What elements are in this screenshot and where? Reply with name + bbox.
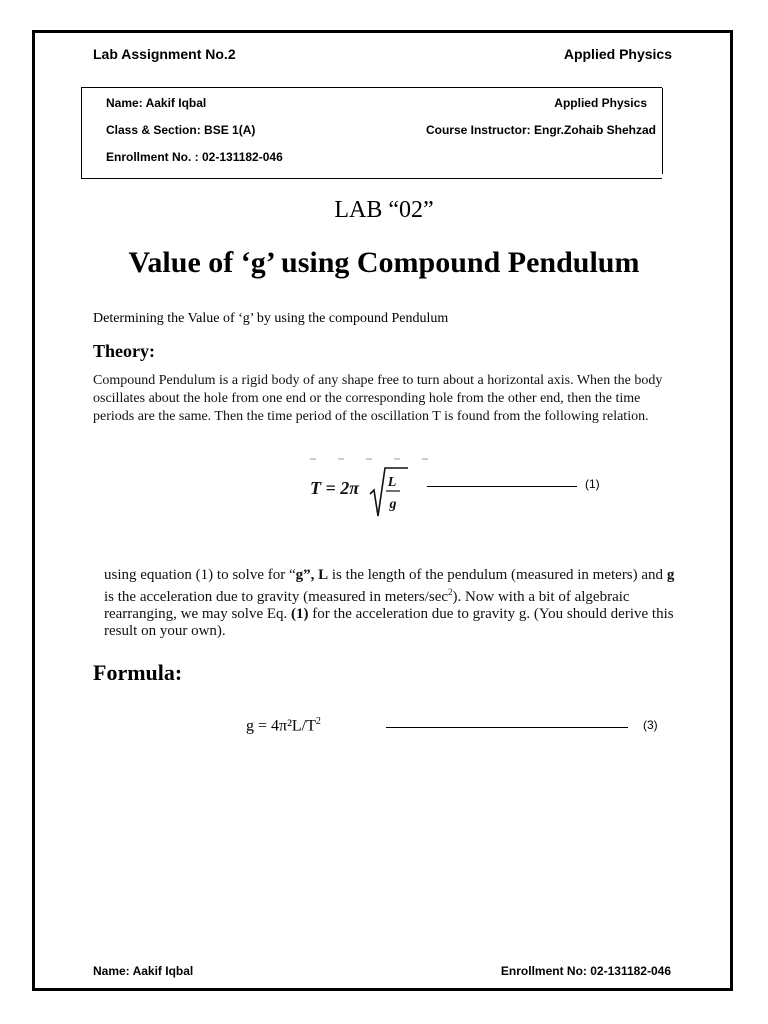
explanation-text: using equation (1) to solve for “g”, L is the length of the pendulum (measured in meters) and g is the acceleration due to gravity (measured in meters/$\sec^2$). Now with a bit of algebraic rearranging, we may solve Eq. (1) for the acceleration due to gravity g. (You should derive this result on your own). (104, 567, 675, 639)
equation-1 (290, 456, 440, 524)
enrollment-number: Enrollment No. : 02-131182-046 (106, 150, 283, 164)
header-right: Applied Physics (563, 46, 672, 62)
student-name: Name: Aakif Iqbal (106, 96, 207, 110)
formula-expression: $g = 4\pi^2L/T^2$ (246, 716, 321, 735)
course-instructor: Course Instructor: Engr.Zohaib Shehzad (425, 123, 656, 137)
formula-heading: Formula: (93, 660, 183, 685)
equation-1-label: (1) (585, 477, 600, 491)
header-left: Lab Assignment No.2 (93, 46, 236, 62)
theory-heading: Theory: (93, 341, 155, 361)
lab-number: LAB “02” (334, 197, 434, 223)
subject-name: Applied Physics (554, 96, 647, 110)
footer-enrollment: Enrollment No: 02-131182-046 (500, 964, 671, 978)
theory-text: Compound Pendulum is a rigid body of any shape free to turn about a horizontal axis. When the body oscillates about the hole from one end or the corresponding hole from the other end, then the time periods are the same. Then the time period of the oscillation T is found from the following relation. (93, 373, 663, 424)
lab-subtitle: Determining the Value of ‘g’ by using the compound Pendulum (93, 311, 449, 326)
page-title: Value of ‘g’ using Compound Pendulum (128, 246, 640, 279)
equation-1-denominator: g (389, 497, 397, 512)
equation-1-lhs: T = 2π (310, 478, 360, 498)
footer-name: Name: Aakif Iqbal (93, 964, 194, 978)
equation-1-leader-line (427, 486, 577, 487)
class-section: Class & Section: BSE 1(A) (106, 123, 256, 137)
formula-label: (3) (643, 718, 658, 732)
equation-1-graphic (290, 456, 440, 524)
formula-leader-line (386, 727, 628, 728)
equation-1-numerator: L (387, 475, 397, 490)
